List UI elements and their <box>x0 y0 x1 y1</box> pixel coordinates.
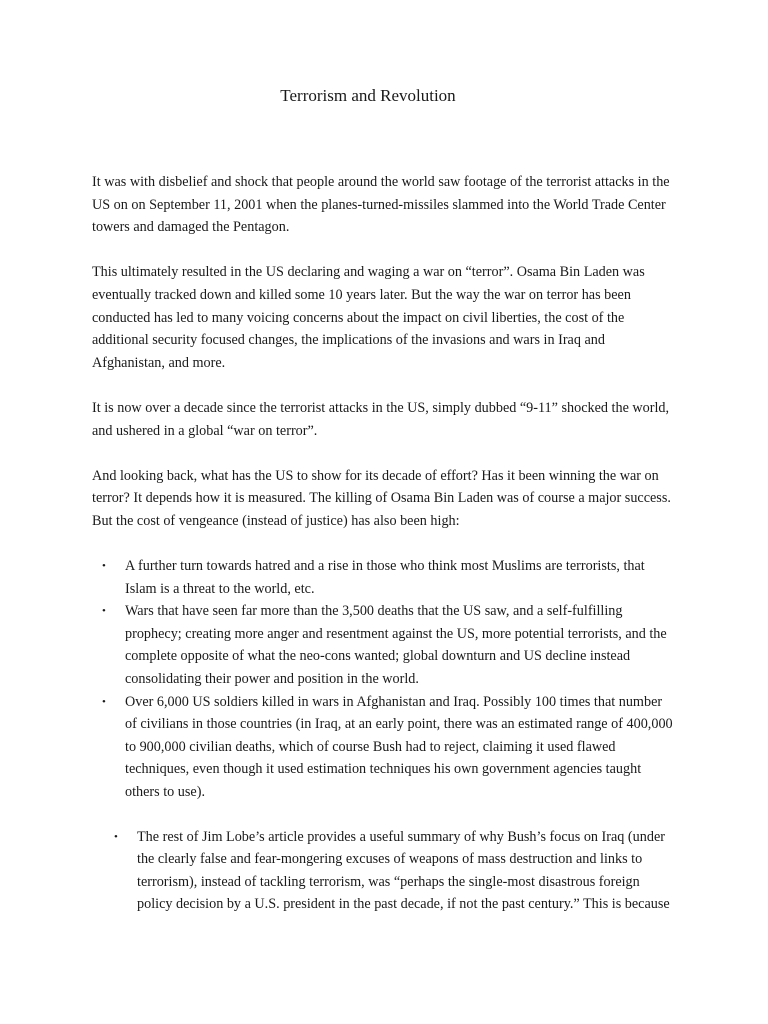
list-item-text: Over 6,000 US soldiers killed in wars in Afghanistan and Iraq. Possibly 100 times that number of civilians in those countries (in Iraq, at an early point, there was an estimated range of 400,000 to 900,000 civilian deaths, which of course Bush had to reject, claiming it used flawed techniques, even though it used estimation techniques his own government agencies taught others to use). <box>125 693 673 801</box>
paragraph-1: It was with disbelief and shock that people around the world saw footage of the terrorist attacks in the US on on September 11, 2001 when the planes-turned-missiles slammed into the World Trade Center towers and damaged the Pentagon. <box>92 174 670 236</box>
list-item-text: Wars that have seen far more than the 3,500 deaths that the US saw, and a self-fulfilling prophecy; creating more anger and resentment against the US, more potential terrorists, and the complete opposite of what the neo-cons wanted; global downturn and US decline instead consolidating their power and position in the world. <box>125 603 667 688</box>
list-item-text: A further turn towards hatred and a rise in those who think most Muslims are terrorists, that Islam is a threat to the world, etc. <box>125 558 645 597</box>
list-item <box>92 826 676 916</box>
sub-bullet-list <box>92 826 676 916</box>
list-item-text: The rest of Jim Lobe’s article provides a useful summary of why Bush’s focus on Iraq (under the clearly false and fear-mongering excuses of weapons of mass destruction and links to terrorism), instead of tackling terrorism, was “perhaps the single-most disastrous foreign policy decision by a U.S. president in the past decade, if not the past century.” This is because <box>137 828 670 913</box>
bullet-marker: • <box>102 605 106 618</box>
bullet-marker: • <box>102 695 106 708</box>
document-title: Terrorism and Revolution <box>280 86 456 105</box>
bullet-list <box>92 555 676 804</box>
paragraph-3: It is now over a decade since the terrorist attacks in the US, simply dubbed “9-11” shocked the world, and ushered in a global “war on terror”. <box>92 399 670 439</box>
bullet-marker: • <box>114 830 118 843</box>
document-body <box>92 171 676 938</box>
list-item <box>92 555 676 600</box>
list-item <box>92 600 676 690</box>
paragraph-2: This ultimately resulted in the US declaring and waging a war on “terror”. Osama Bin Laden was eventually tracked down and killed some 10 years later. But the way the war on terror has been conducted has led to many voicing concerns about the impact on civil liberties, the cost of the additional security focused changes, the implications of the invasions and wars in Iraq and Afghanistan, and more. <box>92 264 645 371</box>
bullet-marker: • <box>102 560 106 573</box>
list-item <box>92 691 676 804</box>
paragraph-4: And looking back, what has the US to show for its decade of effort? Has it been winning the war on terror? It depends how it is measured. The killing of Osama Bin Laden was of course a major success. But the cost of vengeance (instead of justice) has also been high: <box>92 467 671 529</box>
